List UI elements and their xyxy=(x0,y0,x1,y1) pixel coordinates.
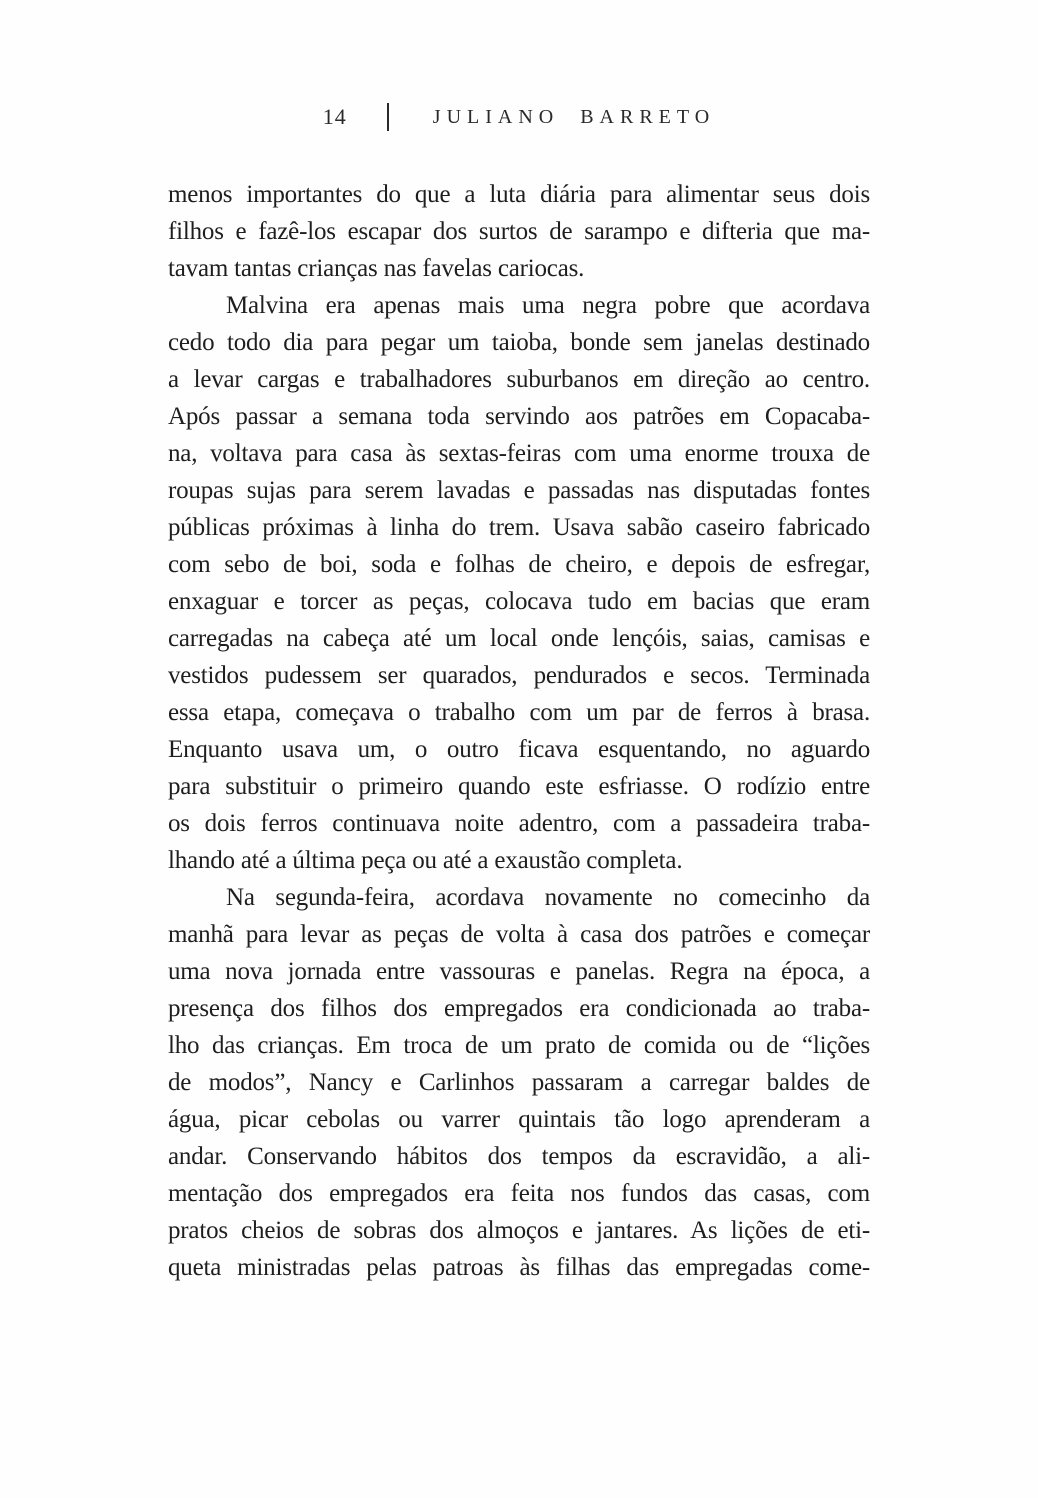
text-line: na, voltava para casa às sextas-feiras com uma enorme trouxa de xyxy=(168,440,870,467)
text-line: essa etapa, começava o trabalho com um par de ferros à brasa. xyxy=(168,699,870,726)
text-line: públicas próximas à linha do trem. Usava sabão caseiro fabricado xyxy=(168,514,870,541)
text-line: roupas sujas para serem lavadas e passadas nas disputadas fontes xyxy=(168,477,870,504)
text-line: andar. Conservando hábitos dos tempos da escravidão, a ali- xyxy=(168,1143,870,1170)
text-line: Na segunda-feira, acordava novamente no comecinho da xyxy=(226,884,870,911)
text-line: lho das crianças. Em troca de um prato de comida ou de “lições xyxy=(168,1032,870,1059)
text-line: com sebo de boi, soda e folhas de cheiro, e depois de esfregar, xyxy=(168,551,870,578)
paragraph xyxy=(168,879,870,1286)
text-line: filhos e fazê-los escapar dos surtos de sarampo e difteria que ma- xyxy=(168,218,870,245)
text-line: menos importantes do que a luta diária para alimentar seus dois xyxy=(168,181,870,208)
running-title: JULIANO BARRETO xyxy=(432,105,716,128)
text-line: Malvina era apenas mais uma negra pobre que acordava xyxy=(226,292,870,319)
text-line: de modos”, Nancy e Carlinhos passaram a carregar baldes de xyxy=(168,1069,870,1096)
running-header xyxy=(168,103,870,131)
text-line: mentação dos empregados era feita nos fundos das casas, com xyxy=(168,1180,870,1207)
text-line: os dois ferros continuava noite adentro, com a passadeira traba- xyxy=(168,810,870,837)
text-line: vestidos pudessem ser quarados, pendurados e secos. Terminada xyxy=(168,662,870,689)
text-line: enxaguar e torcer as peças, colocava tudo em bacias que eram xyxy=(168,588,870,615)
text-line: queta ministradas pelas patroas às filhas das empregadas come- xyxy=(168,1254,870,1281)
text-line: presença dos filhos dos empregados era condicionada ao traba- xyxy=(168,995,870,1022)
text-line: Enquanto usava um, o outro ficava esquentando, no aguardo xyxy=(168,736,870,763)
paragraph xyxy=(168,176,870,287)
text-line: manhã para levar as peças de volta à casa dos patrões e começar xyxy=(168,921,870,948)
text-line: lhando até a última peça ou até a exaustão completa. xyxy=(168,847,683,874)
body-text xyxy=(168,176,870,1286)
text-line: tavam tantas crianças nas favelas cariocas. xyxy=(168,255,585,282)
text-line: cedo todo dia para pegar um taioba, bonde sem janelas destinado xyxy=(168,329,870,356)
text-line: água, picar cebolas ou varrer quintais tão logo aprenderam a xyxy=(168,1106,870,1133)
text-line: carregadas na cabeça até um local onde lençóis, saias, camisas e xyxy=(168,625,870,652)
text-line: pratos cheios de sobras dos almoços e jantares. As lições de eti- xyxy=(168,1217,870,1244)
text-line: uma nova jornada entre vassouras e panelas. Regra na época, a xyxy=(168,958,870,985)
paragraph xyxy=(168,287,870,879)
text-line: para substituir o primeiro quando este esfriasse. O rodízio entre xyxy=(168,773,870,800)
page-number: 14 xyxy=(322,104,347,129)
header-divider-bar xyxy=(387,103,389,131)
text-line: Após passar a semana toda servindo aos patrões em Copacaba- xyxy=(168,403,870,430)
text-line: a levar cargas e trabalhadores suburbanos em direção ao centro. xyxy=(168,366,870,393)
